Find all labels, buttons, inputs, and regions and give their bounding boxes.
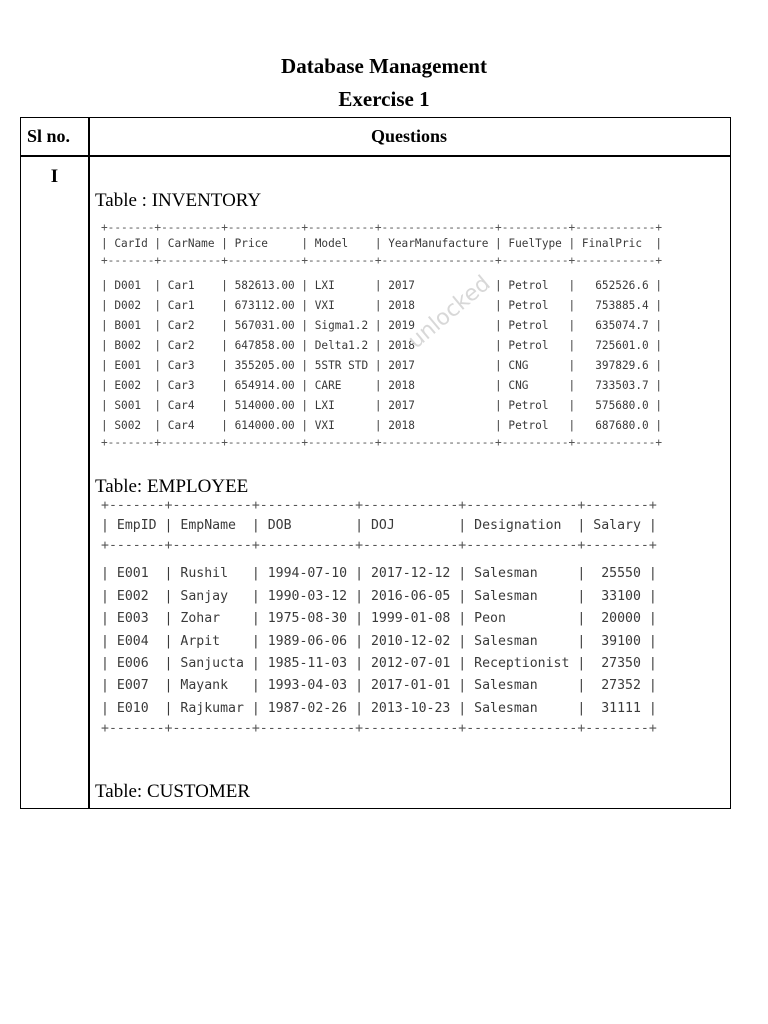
inventory-table-label: Table : INVENTORY bbox=[95, 190, 262, 211]
table-row: | E003 | Zohar | 1975-08-30 | 1999-01-08 | Peon | 20000 | bbox=[101, 611, 657, 627]
employee-table-label: Table: EMPLOYEE bbox=[95, 476, 249, 497]
table-row: | E002 | Car3 | 654914.00 | CARE | 2018 | CNG | 733503.7 | bbox=[101, 379, 663, 392]
table-row: | S002 | Car4 | 614000.00 | VXI | 2018 | Petrol | 687680.0 | bbox=[101, 419, 663, 432]
table-row: | E007 | Mayank | 1993-04-03 | 2017-01-01 | Salesman | 27352 | bbox=[101, 678, 657, 694]
questions-header: Questions bbox=[370, 126, 448, 146]
table-row: | E004 | Arpit | 1989-06-06 | 2010-12-02 | Salesman | 39100 | bbox=[101, 633, 657, 649]
table-header-row: | EmpID | EmpName | DOB | DOJ | Designation | Salary | bbox=[101, 518, 657, 533]
table-row: | D002 | Car1 | 673112.00 | VXI | 2018 | Petrol | 753885.4 | bbox=[101, 299, 663, 312]
exercise-table bbox=[20, 117, 731, 809]
document-subtitle: Exercise 1 bbox=[338, 87, 430, 111]
watermark: unlocked bbox=[403, 271, 496, 354]
table-row: | B002 | Car2 | 647858.00 | Delta1.2 | 2018 | Petrol | 725601.0 | bbox=[101, 339, 663, 352]
column-divider bbox=[88, 118, 90, 808]
table-border: +-------+----------+------------+------------+--------------+--------+ bbox=[101, 498, 657, 513]
sl-no-header: Sl no. bbox=[27, 126, 71, 146]
table-row: | E006 | Sanjucta | 1985-11-03 | 2012-07-01 | Receptionist | 27350 | bbox=[101, 655, 657, 671]
table-border: +-------+---------+-----------+----------+-----------------+----------+------------+ bbox=[101, 436, 663, 449]
employee-table bbox=[101, 497, 731, 738]
table-row: | B001 | Car2 | 567031.00 | Sigma1.2 | 2019 | Petrol | 635074.7 | bbox=[101, 319, 663, 332]
spacer bbox=[101, 555, 731, 563]
document-title: Database Management bbox=[281, 54, 487, 78]
table-row: | E001 | Rushil | 1994-07-10 | 2017-12-12 | Salesman | 25550 | bbox=[101, 566, 657, 582]
table-border: +-------+---------+-----------+----------+-----------------+----------+------------+ bbox=[101, 254, 663, 267]
row-number: I bbox=[50, 166, 59, 187]
table-border: +-------+----------+------------+------------+--------------+--------+ bbox=[101, 538, 657, 554]
customer-table-label: Table: CUSTOMER bbox=[95, 781, 251, 802]
table-header-row: | CarId | CarName | Price | Model | YearManufacture | FuelType | FinalPric | bbox=[101, 237, 663, 250]
table-row: | E002 | Sanjay | 1990-03-12 | 2016-06-05 | Salesman | 33100 | bbox=[101, 588, 657, 604]
table-row: | E001 | Car3 | 355205.00 | 5STR STD | 2017 | CNG | 397829.6 | bbox=[101, 359, 663, 372]
header-divider bbox=[21, 155, 730, 157]
table-border: +-------+----------+------------+------------+--------------+--------+ bbox=[101, 721, 657, 737]
table-row: | E010 | Rajkumar | 1987-02-26 | 2013-10-23 | Salesman | 31111 | bbox=[101, 700, 657, 716]
table-border: +-------+---------+-----------+----------+-----------------+----------+------------+ bbox=[101, 221, 663, 234]
table-row: | D001 | Car1 | 582613.00 | LXI | 2017 | Petrol | 652526.6 | bbox=[101, 279, 663, 292]
spacer bbox=[101, 267, 731, 276]
table-row: | S001 | Car4 | 514000.00 | LXI | 2017 | Petrol | 575680.0 | bbox=[101, 399, 663, 412]
